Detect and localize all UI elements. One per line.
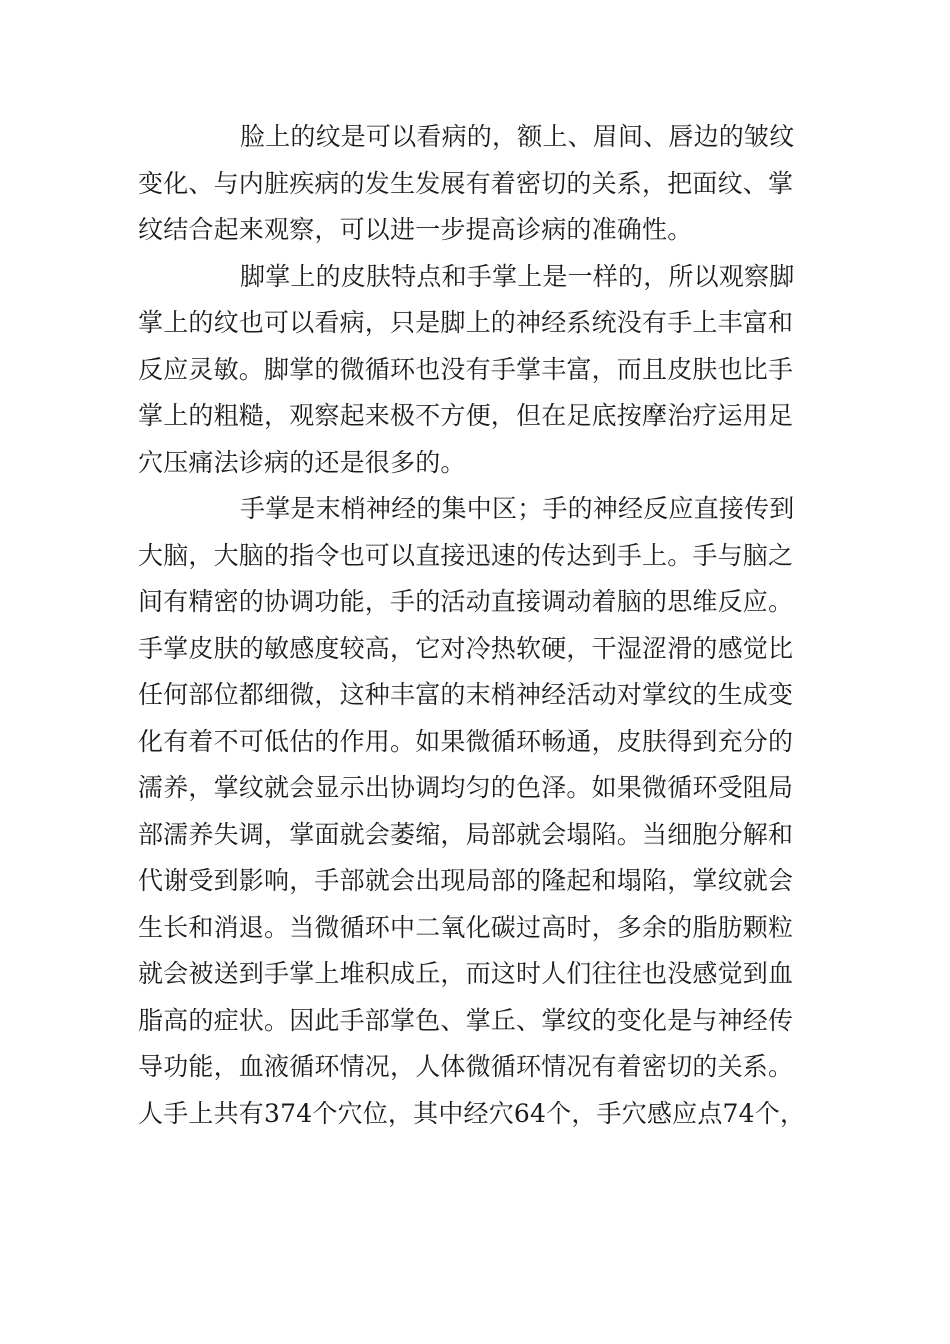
document-body [138, 114, 824, 1137]
text-line: 脸上的纹是可以看病的，额上、眉间、唇边的皱纹 [240, 122, 795, 151]
text-line: 任何部位都细微，这种丰富的末梢神经活动对掌纹的生成变 [138, 680, 794, 709]
text-line: 纹结合起来观察，可以进一步提高诊病的准确性。 [138, 215, 693, 244]
paragraph-face-lines [138, 114, 824, 254]
text-line: 部濡养失调，掌面就会萎缩，局部就会塌陷。当细胞分解和 [138, 819, 794, 849]
text-line: 手掌是末梢神经的集中区；手的神经反应直接传到 [240, 494, 795, 523]
text-line: 反应灵敏。脚掌的微循环也没有手掌丰富，而且皮肤也比手 [138, 354, 794, 384]
text-line: 脚掌上的皮肤特点和手掌上是一样的，所以观察脚 [240, 261, 795, 291]
text-line: 濡养，掌纹就会显示出协调均匀的色泽。如果微循环受阻局 [138, 773, 794, 802]
text-line: 代谢受到影响，手部就会出现局部的隆起和塌陷，掌纹就会 [138, 866, 794, 895]
text-line: 掌上的粗糙，观察起来极不方便，但在足底按摩治疗运用足 [138, 401, 794, 430]
text-line: 生长和消退。当微循环中二氧化碳过高时，多余的脂肪颗粒 [138, 912, 794, 942]
text-line: 大脑，大脑的指令也可以直接迅速的传达到手上。手与脑之 [138, 540, 794, 570]
text-line: 间有精密的协调功能，手的活动直接调动着脑的思维反应。 [138, 587, 794, 616]
text-line: 化有着不可低估的作用。如果微循环畅通，皮肤得到充分的 [138, 726, 794, 756]
text-line: 变化、与内脏疾病的发生发展有着密切的关系，把面纹、掌 [138, 168, 794, 198]
paragraph-sole-lines [138, 254, 824, 487]
text-line: 导功能，血液循环情况，人体微循环情况有着密切的关系。 [138, 1052, 794, 1081]
text-line: 手掌皮肤的敏感度较高，它对冷热软硬，干湿涩滑的感觉比 [138, 633, 794, 663]
text-line: 人手上共有374个穴位，其中经穴64个，手穴感应点74个， [138, 1098, 806, 1128]
text-line: 穴压痛法诊病的还是很多的。 [138, 447, 466, 477]
text-line: 掌上的纹也可以看病，只是脚上的神经系统没有手上丰富和 [138, 308, 794, 337]
text-line: 就会被送到手掌上堆积成丘，而这时人们往往也没感觉到血 [138, 959, 794, 988]
text-line: 脂高的症状。因此手部掌色、掌丘、掌纹的变化是与神经传 [138, 1005, 794, 1035]
paragraph-palm-nerves [138, 486, 824, 1137]
